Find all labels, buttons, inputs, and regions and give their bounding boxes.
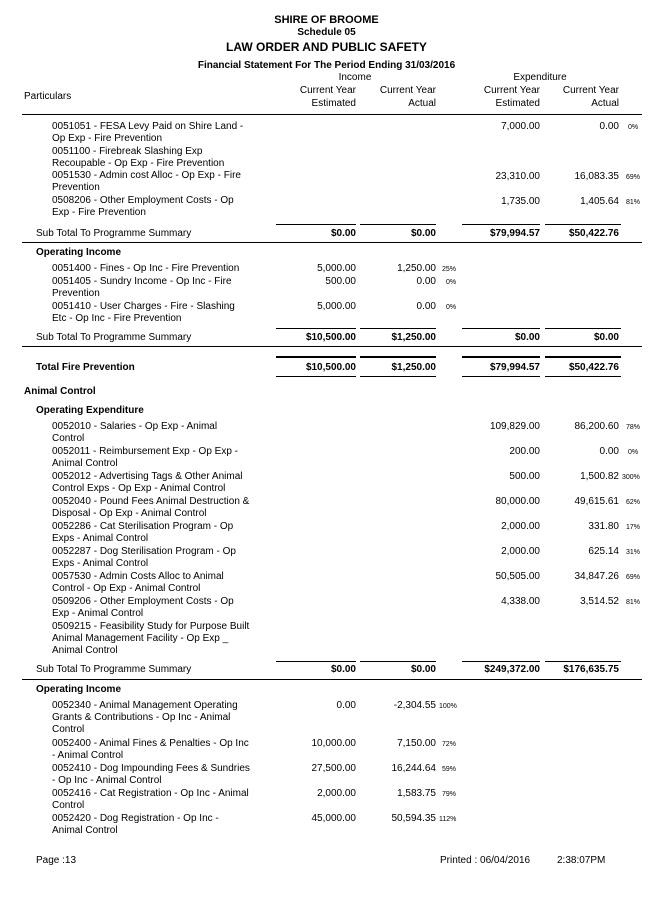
exp-percent: 62%	[626, 499, 641, 506]
list-item: Animal Control	[52, 645, 118, 656]
list-item: 0052410 - Dog Impounding Fees & Sundries	[52, 763, 250, 774]
total-income-est: $10,500.00	[305, 362, 356, 373]
list-item: 0509215 - Feasibility Study for Purpose Built	[52, 621, 250, 632]
subtotal-rule	[462, 328, 540, 329]
col-exp-act-h2: Actual	[591, 98, 619, 109]
list-item: Prevention	[52, 288, 100, 299]
list-item: 0051100 - Firebreak Slashing Exp	[52, 146, 203, 157]
exp-actual-value: 1,500.82	[580, 471, 619, 482]
list-item: Exps - Animal Control	[52, 558, 149, 569]
printed-time: 2:38:07PM	[557, 855, 606, 866]
exp-actual-value: 86,200.60	[574, 421, 619, 432]
shire-name: SHIRE OF BROOME	[274, 14, 379, 26]
subtotal-exp-act: $0.00	[593, 332, 619, 343]
income-percent: 72%	[442, 741, 457, 748]
income-estimated-value: 10,000.00	[311, 738, 356, 749]
exp-percent: 78%	[626, 424, 641, 431]
col-exp-est-h1: Current Year	[483, 85, 540, 96]
income-percent: 100%	[439, 703, 457, 710]
income-actual-value: 0.00	[416, 276, 436, 287]
list-item: 0052286 - Cat Sterilisation Program - Op	[52, 521, 234, 532]
header-divider	[22, 114, 642, 115]
list-item: 0051051 - FESA Levy Paid on Shire Land -	[52, 121, 244, 132]
list-item: 0508206 - Other Employment Costs - Op	[52, 195, 234, 206]
total-rule	[360, 356, 436, 358]
income-actual-value: -2,304.55	[393, 700, 436, 711]
exp-estimated-value: 80,000.00	[495, 496, 540, 507]
subtotal-income-est: $10,500.00	[305, 332, 356, 343]
exp-percent: 69%	[626, 174, 641, 181]
total-exp-est: $79,994.57	[489, 362, 540, 373]
list-item: Control	[52, 724, 85, 735]
exp-actual-value: 625.14	[588, 546, 619, 557]
subtotal-rule	[545, 224, 621, 225]
income-percent: 79%	[442, 791, 457, 798]
subtotal-label: Sub Total To Programme Summary	[36, 332, 192, 343]
list-item: Animal Management Facility - Op Exp _	[52, 633, 229, 644]
list-item: Disposal - Op Exp - Animal Control	[52, 508, 207, 519]
subtotal-label: Sub Total To Programme Summary	[36, 228, 192, 239]
subtotal-rule	[545, 661, 621, 662]
exp-actual-value: 34,847.26	[574, 571, 619, 582]
exp-estimated-value: 4,338.00	[501, 596, 540, 607]
total-income-act: $1,250.00	[391, 362, 436, 373]
operating-expenditure-heading: Operating Expenditure	[36, 405, 144, 416]
list-item: Control	[52, 800, 85, 811]
income-estimated-value: 2,000.00	[317, 788, 356, 799]
subtotal-rule	[276, 328, 356, 329]
subtotal-exp-est: $79,994.57	[489, 228, 540, 239]
col-income-est-h1: Current Year	[299, 85, 356, 96]
list-item: 0057530 - Admin Costs Alloc to Animal	[52, 571, 224, 582]
list-item: Exp - Animal Control	[52, 608, 144, 619]
subtotal-rule	[360, 328, 436, 329]
list-item: 0051405 - Sundry Income - Op Inc - Fire	[52, 276, 232, 287]
income-estimated-value: 0.00	[336, 700, 356, 711]
col-income-act-h1: Current Year	[379, 85, 436, 96]
subtotal-exp-act: $50,422.76	[568, 228, 619, 239]
list-item: Control	[52, 433, 85, 444]
exp-percent: 0%	[628, 449, 639, 456]
col-exp-act-h1: Current Year	[562, 85, 619, 96]
list-item: 0052040 - Pound Fees Animal Destruction &	[52, 496, 250, 507]
subtotal-income-act: $0.00	[410, 228, 436, 239]
list-item: 0051400 - Fines - Op Inc - Fire Prevention	[52, 263, 240, 274]
section-divider	[22, 346, 642, 347]
list-item: 0052340 - Animal Management Operating	[52, 700, 238, 711]
section-divider	[22, 242, 642, 243]
income-estimated-value: 27,500.00	[311, 763, 356, 774]
section-divider	[22, 679, 642, 680]
page-number: Page :13	[36, 855, 77, 866]
income-percent: 112%	[439, 816, 457, 823]
income-estimated-value: 5,000.00	[317, 301, 356, 312]
total-rule	[276, 376, 356, 377]
list-item: Animal Control	[52, 458, 118, 469]
list-item: Prevention	[52, 182, 100, 193]
exp-estimated-value: 50,505.00	[495, 571, 540, 582]
income-percent: 0%	[446, 304, 457, 311]
subtotal-exp-act: $176,635.75	[563, 664, 619, 675]
list-item: Exps - Animal Control	[52, 533, 149, 544]
income-estimated-value: 5,000.00	[317, 263, 356, 274]
total-rule	[462, 356, 540, 358]
income-actual-value: 7,150.00	[397, 738, 436, 749]
exp-percent: 0%	[628, 124, 639, 131]
list-item: 0051410 - User Charges - Fire - Slashing	[52, 301, 235, 312]
exp-actual-value: 331.80	[588, 521, 619, 532]
list-item: Animal Control	[52, 825, 118, 836]
exp-percent: 69%	[626, 574, 641, 581]
income-actual-value: 1,583.75	[397, 788, 436, 799]
total-fire-label: Total Fire Prevention	[36, 362, 135, 373]
list-item: 0509206 - Other Employment Costs - Op	[52, 596, 234, 607]
list-item: Control - Op Exp - Animal Control	[52, 583, 201, 594]
list-item: Grants & Contributions - Op Inc - Animal	[52, 712, 231, 723]
col-income-act-h2: Actual	[408, 98, 436, 109]
income-estimated-value: 500.00	[325, 276, 356, 287]
subtotal-rule	[276, 661, 356, 662]
subtotal-rule	[462, 661, 540, 662]
list-item: 0052420 - Dog Registration - Op Inc -	[52, 813, 219, 824]
subtotal-income-act: $1,250.00	[391, 332, 436, 343]
exp-actual-value: 49,615.61	[574, 496, 619, 507]
exp-estimated-value: 2,000.00	[501, 521, 540, 532]
total-rule	[545, 356, 621, 358]
exp-percent: 81%	[626, 199, 641, 206]
list-item: 0052010 - Salaries - Op Exp - Animal	[52, 421, 218, 432]
exp-percent: 81%	[626, 599, 641, 606]
income-heading: Income	[338, 72, 372, 83]
income-percent: 25%	[442, 266, 457, 273]
exp-actual-value: 3,514.52	[580, 596, 619, 607]
exp-actual-value: 0.00	[599, 121, 619, 132]
exp-actual-value: 0.00	[599, 446, 619, 457]
subtotal-income-est: $0.00	[330, 664, 356, 675]
exp-estimated-value: 7,000.00	[501, 121, 540, 132]
total-rule	[462, 376, 540, 377]
income-actual-value: 16,244.64	[391, 763, 436, 774]
col-income-est-h2: Estimated	[311, 98, 356, 109]
income-estimated-value: 45,000.00	[311, 813, 356, 824]
period-title: Financial Statement For The Period Ending 31/03/2016	[197, 60, 456, 71]
list-item: Recoupable - Op Exp - Fire Prevention	[52, 158, 225, 169]
particulars-heading: Particulars	[24, 91, 72, 102]
exp-estimated-value: 200.00	[509, 446, 540, 457]
subtotal-rule	[545, 328, 621, 329]
section-title: LAW ORDER AND PUBLIC SAFETY	[226, 40, 427, 54]
list-item: Etc - Op Inc - Fire Prevention	[52, 313, 182, 324]
printed-date: Printed : 06/04/2016	[440, 855, 531, 866]
exp-percent: 17%	[626, 524, 641, 531]
list-item: Control Exps - Op Exp - Animal Control	[52, 483, 226, 494]
list-item: 0052287 - Dog Sterilisation Program - Op	[52, 546, 236, 557]
exp-estimated-value: 23,310.00	[495, 171, 540, 182]
subtotal-exp-est: $0.00	[514, 332, 540, 343]
col-exp-est-h2: Estimated	[495, 98, 540, 109]
list-item: Exp - Fire Prevention	[52, 207, 146, 218]
exp-actual-value: 16,083.35	[574, 171, 619, 182]
subtotal-income-act: $0.00	[410, 664, 436, 675]
subtotal-label: Sub Total To Programme Summary	[36, 664, 192, 675]
exp-estimated-value: 500.00	[509, 471, 540, 482]
list-item: 0052416 - Cat Registration - Op Inc - Animal	[52, 788, 249, 799]
income-percent: 0%	[446, 279, 457, 286]
list-item: - Animal Control	[52, 750, 124, 761]
exp-percent: 300%	[622, 474, 640, 481]
subtotal-rule	[360, 661, 436, 662]
list-item: 0052012 - Advertising Tags & Other Animal	[52, 471, 243, 482]
exp-estimated-value: 2,000.00	[501, 546, 540, 557]
exp-estimated-value: 1,735.00	[501, 196, 540, 207]
operating-income-heading: Operating Income	[36, 247, 122, 258]
subtotal-rule	[360, 224, 436, 225]
animal-control-heading: Animal Control	[24, 386, 96, 397]
operating-income-heading: Operating Income	[36, 684, 122, 695]
list-item: - Op Inc - Animal Control	[52, 775, 162, 786]
list-item: Op Exp - Fire Prevention	[52, 133, 163, 144]
subtotal-rule	[462, 224, 540, 225]
list-item: 0052011 - Reimbursement Exp - Op Exp -	[52, 446, 239, 457]
exp-percent: 31%	[626, 549, 641, 556]
subtotal-rule	[276, 224, 356, 225]
exp-actual-value: 1,405.64	[580, 196, 619, 207]
subtotal-exp-est: $249,372.00	[484, 664, 540, 675]
total-rule	[545, 376, 621, 377]
total-rule	[360, 376, 436, 377]
income-actual-value: 50,594.35	[391, 813, 436, 824]
subtotal-income-est: $0.00	[330, 228, 356, 239]
total-exp-act: $50,422.76	[568, 362, 619, 373]
income-percent: 59%	[442, 766, 457, 773]
list-item: 0051530 - Admin cost Alloc - Op Exp - Fire	[52, 170, 241, 181]
list-item: 0052400 - Animal Fines & Penalties - Op Inc	[52, 738, 249, 749]
income-actual-value: 0.00	[416, 301, 436, 312]
income-actual-value: 1,250.00	[397, 263, 436, 274]
exp-estimated-value: 109,829.00	[489, 421, 540, 432]
schedule-number: Schedule 05	[297, 27, 356, 38]
expenditure-heading: Expenditure	[513, 72, 567, 83]
total-rule	[276, 356, 356, 358]
